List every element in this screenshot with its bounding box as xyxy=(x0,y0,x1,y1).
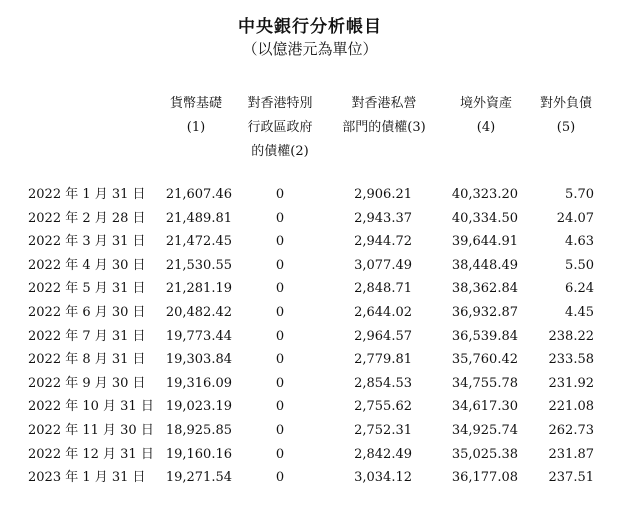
table-row xyxy=(0,277,620,301)
cell-foreign-assets: 35,760.42 xyxy=(451,352,518,368)
table-row xyxy=(0,395,620,419)
row-date: 2022 年 2 月 28 日 xyxy=(28,210,146,226)
row-date: 2022 年 12 月 31 日 xyxy=(28,446,154,462)
table-row xyxy=(0,443,620,467)
cell-foreign-liabilities: 262.73 xyxy=(548,422,594,438)
table-row xyxy=(0,207,620,231)
cell-foreign-assets: 36,932.87 xyxy=(451,304,518,320)
cell-monetary-base: 21,472.45 xyxy=(165,234,232,250)
cell-claims-government: 0 xyxy=(275,304,285,320)
cell-foreign-liabilities: 238.22 xyxy=(548,328,594,344)
row-date: 2022 年 7 月 31 日 xyxy=(28,328,146,344)
cell-foreign-assets: 40,334.50 xyxy=(451,210,518,226)
cell-monetary-base: 21,489.81 xyxy=(165,210,232,226)
header-line: 的債權(2) xyxy=(251,144,309,159)
table-row xyxy=(0,466,620,490)
header-claims-on-government xyxy=(240,92,320,164)
cell-claims-private: 2,848.71 xyxy=(354,281,412,297)
cell-claims-private: 2,644.02 xyxy=(354,304,412,320)
header-line: (5) xyxy=(556,120,576,135)
cell-claims-private: 2,842.49 xyxy=(354,446,412,462)
row-date: 2022 年 3 月 31 日 xyxy=(28,234,146,250)
row-date: 2023 年 1 月 31 日 xyxy=(28,470,146,486)
row-date: 2022 年 8 月 31 日 xyxy=(28,352,146,368)
cell-foreign-assets: 36,539.84 xyxy=(451,328,518,344)
cell-claims-private: 2,944.72 xyxy=(354,234,412,250)
cell-monetary-base: 21,530.55 xyxy=(165,257,232,273)
cell-foreign-liabilities: 231.92 xyxy=(548,375,594,391)
header-line: 境外資產 xyxy=(459,96,512,111)
cell-foreign-liabilities: 24.07 xyxy=(556,210,594,226)
report-subtitle: （以億港元為單位） xyxy=(242,40,378,58)
cell-claims-government: 0 xyxy=(275,375,285,391)
cell-claims-government: 0 xyxy=(275,234,285,250)
cell-claims-private: 2,779.81 xyxy=(354,352,412,368)
cell-monetary-base: 19,160.16 xyxy=(165,446,232,462)
cell-foreign-assets: 34,755.78 xyxy=(451,375,518,391)
row-date: 2022 年 9 月 30 日 xyxy=(28,375,146,391)
table-row xyxy=(0,348,620,372)
table-row xyxy=(0,230,620,254)
row-date: 2022 年 1 月 31 日 xyxy=(28,187,146,202)
cell-monetary-base: 21,281.19 xyxy=(165,281,232,297)
cell-foreign-liabilities: 231.87 xyxy=(548,446,594,462)
cell-foreign-liabilities: 5.50 xyxy=(565,257,594,273)
cell-foreign-liabilities: 237.51 xyxy=(548,470,594,486)
cell-monetary-base: 19,023.19 xyxy=(165,399,232,415)
cell-claims-government: 0 xyxy=(275,422,285,438)
table-row xyxy=(0,254,620,278)
cell-foreign-assets: 35,025.38 xyxy=(451,446,518,462)
table-row xyxy=(0,183,620,207)
cell-claims-private: 2,906.21 xyxy=(354,187,412,202)
header-monetary-base xyxy=(160,92,232,140)
cell-foreign-liabilities: 5.70 xyxy=(565,187,594,202)
header-line: 對外負債 xyxy=(539,96,592,111)
row-date: 2022 年 10 月 31 日 xyxy=(28,399,154,415)
cell-foreign-liabilities: 221.08 xyxy=(548,399,594,415)
cell-claims-government: 0 xyxy=(275,352,285,368)
cell-foreign-liabilities: 4.63 xyxy=(565,234,594,250)
cell-claims-private: 2,854.53 xyxy=(354,375,412,391)
cell-foreign-assets: 40,323.20 xyxy=(451,187,518,202)
cell-foreign-assets: 36,177.08 xyxy=(451,470,518,486)
header-line: 部門的債權(3) xyxy=(342,120,426,135)
cell-monetary-base: 18,925.85 xyxy=(165,422,232,438)
cell-foreign-assets: 38,448.49 xyxy=(451,257,518,273)
cell-foreign-assets: 39,644.91 xyxy=(451,234,518,250)
cell-foreign-liabilities: 4.45 xyxy=(565,304,594,320)
cell-claims-government: 0 xyxy=(275,187,285,202)
cell-claims-private: 3,034.12 xyxy=(354,470,412,486)
cell-claims-private: 2,943.37 xyxy=(354,210,412,226)
cell-monetary-base: 19,773.44 xyxy=(165,328,232,344)
header-foreign-assets xyxy=(454,92,518,140)
header-claims-on-private-sector xyxy=(338,92,430,140)
header-line: 行政區政府 xyxy=(247,120,313,135)
cell-claims-private: 3,077.49 xyxy=(354,257,412,273)
cell-claims-government: 0 xyxy=(275,281,285,297)
cell-foreign-assets: 34,617.30 xyxy=(451,399,518,415)
row-date: 2022 年 6 月 30 日 xyxy=(28,304,146,320)
table-row xyxy=(0,301,620,325)
row-date: 2022 年 4 月 30 日 xyxy=(28,257,146,273)
header-line: 對香港特別 xyxy=(247,96,313,111)
cell-claims-government: 0 xyxy=(275,210,285,226)
cell-foreign-liabilities: 233.58 xyxy=(548,352,594,368)
report-title: 中央銀行分析帳目 xyxy=(238,17,382,37)
header-foreign-liabilities xyxy=(534,92,598,140)
cell-monetary-base: 19,271.54 xyxy=(165,470,232,486)
cell-claims-government: 0 xyxy=(275,257,285,273)
header-line: 對香港私營 xyxy=(351,96,417,111)
cell-claims-government: 0 xyxy=(275,399,285,415)
cell-monetary-base: 21,607.46 xyxy=(165,187,232,202)
cell-claims-private: 2,755.62 xyxy=(354,399,412,415)
cell-foreign-liabilities: 6.24 xyxy=(565,281,594,297)
row-date: 2022 年 11 月 30 日 xyxy=(28,422,154,438)
data-table xyxy=(0,183,620,490)
table-row xyxy=(0,325,620,349)
header-line: 貨幣基礎 xyxy=(169,96,222,111)
table-row xyxy=(0,419,620,443)
cell-claims-private: 2,964.57 xyxy=(354,328,412,344)
header-line: (1) xyxy=(186,120,206,135)
table-row xyxy=(0,372,620,396)
cell-monetary-base: 19,303.84 xyxy=(165,352,232,368)
cell-claims-government: 0 xyxy=(275,446,285,462)
cell-monetary-base: 20,482.42 xyxy=(165,304,232,320)
cell-claims-private: 2,752.31 xyxy=(354,422,412,438)
header-line: (4) xyxy=(476,120,496,135)
cell-monetary-base: 19,316.09 xyxy=(165,375,232,391)
cell-foreign-assets: 38,362.84 xyxy=(451,281,518,297)
cell-foreign-assets: 34,925.74 xyxy=(451,422,518,438)
cell-claims-government: 0 xyxy=(275,470,285,486)
cell-claims-government: 0 xyxy=(275,328,285,344)
row-date: 2022 年 5 月 31 日 xyxy=(28,281,146,297)
